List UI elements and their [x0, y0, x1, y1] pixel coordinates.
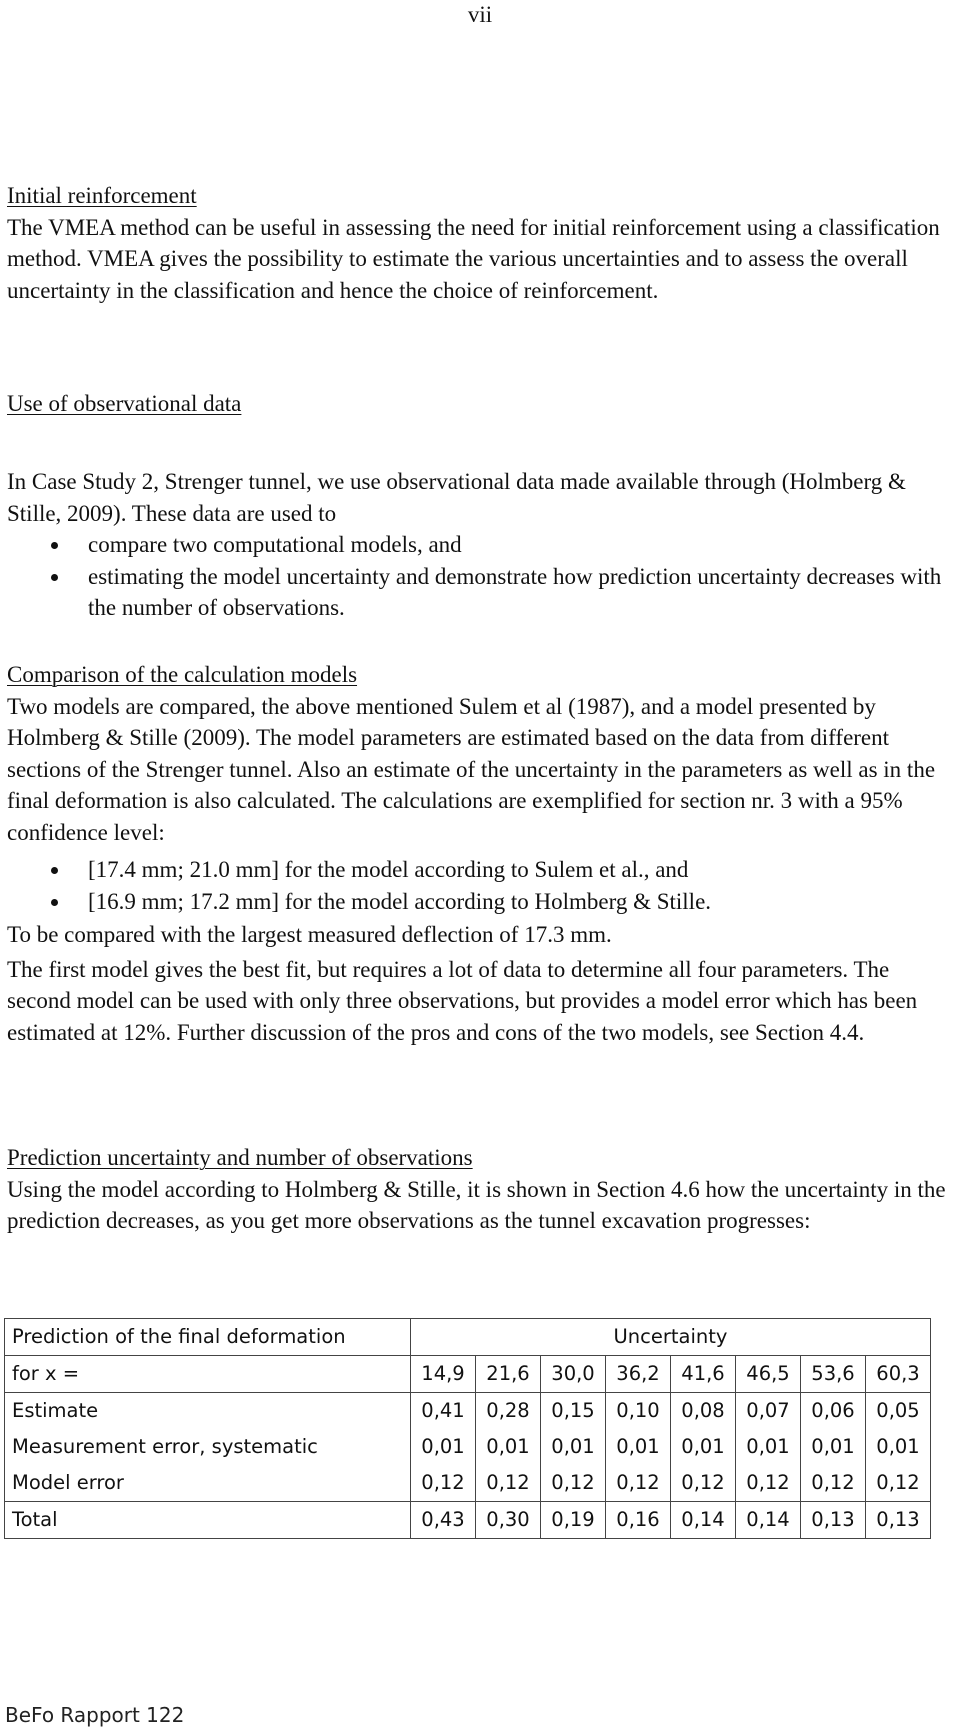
table-cell: 0,15 [541, 1393, 606, 1430]
bullet-icon [51, 574, 58, 581]
table-cell: 0,12 [736, 1465, 801, 1502]
table-cell: 0,01 [411, 1429, 476, 1465]
table-cell: 14,9 [411, 1356, 476, 1393]
table-cell: 0,28 [476, 1393, 541, 1430]
bullet-icon [51, 867, 58, 874]
paragraph: To be compared with the largest measured deflection of 17.3 mm. [7, 922, 612, 947]
table-cell: Model error [5, 1465, 411, 1502]
section-observational-body [7, 466, 955, 624]
table-cell: 0,06 [801, 1393, 866, 1430]
paragraph: Two models are compared, the above mentioned Sulem et al (1987), and a model presented by Holmberg & Stille (2009). The model parameters are estimated based on the data from different sections of the Strenger tunnel. Also an estimate of the uncertainty in the parameters as well as in the final deformation is also calculated. The calculations are exemplified for section nr. 3 with a 95% confidence level: [7, 693, 936, 845]
list-item [7, 529, 955, 561]
table-cell: 0,10 [606, 1393, 671, 1430]
table-cell: 21,6 [476, 1356, 541, 1393]
table-cell: 41,6 [671, 1356, 736, 1393]
table-cell: 0,07 [736, 1393, 801, 1430]
table-cell: Total [5, 1502, 411, 1539]
table-cell: Measurement error, systematic [5, 1429, 411, 1465]
table-cell: 60,3 [866, 1356, 931, 1393]
list-item [7, 854, 955, 886]
table-cell: 0,01 [736, 1429, 801, 1465]
paragraph: In Case Study 2, Strenger tunnel, we use observational data made available through (Holmberg & Stille, 2009). These data are used to [7, 469, 906, 526]
table-cell: 0,01 [671, 1429, 736, 1465]
table-cell: 0,19 [541, 1502, 606, 1539]
section-heading: Initial reinforcement [7, 183, 197, 208]
section-comparison [7, 659, 955, 1048]
table-cell: 0,08 [671, 1393, 736, 1430]
table-cell: 0,01 [606, 1429, 671, 1465]
table-row-total [5, 1502, 931, 1539]
table-cell: Uncertainty [411, 1319, 931, 1356]
bullet-icon [51, 899, 58, 906]
list-item-text: compare two computational models, and [88, 532, 462, 557]
table-cell: 0,01 [801, 1429, 866, 1465]
table-cell: 0,12 [801, 1465, 866, 1502]
table-row [5, 1393, 931, 1430]
table-cell: 30,0 [541, 1356, 606, 1393]
table-row [5, 1356, 931, 1393]
list-item [7, 886, 955, 918]
table-cell: 0,01 [541, 1429, 606, 1465]
paragraph: The first model gives the best fit, but requires a lot of data to determine all four parameters. The second model can be used with only three observations, but provides a model error which has been estimated at 12%. Further discussion of the pros and cons of the two models, see Section 4.4. [7, 956, 918, 1045]
table-cell: 0,14 [736, 1502, 801, 1539]
table-cell: 0,01 [476, 1429, 541, 1465]
table-cell: for x = [5, 1356, 411, 1393]
table-cell: 0,13 [801, 1502, 866, 1539]
table-header-row [5, 1319, 931, 1356]
table-cell: Prediction of the final deformation [5, 1319, 411, 1356]
table-cell: 0,01 [866, 1429, 931, 1465]
bullet-list [7, 529, 955, 624]
section-heading: Prediction uncertainty and number of observations [7, 1145, 473, 1170]
list-item-text: [16.9 mm; 17.2 mm] for the model according to Holmberg & Stille. [88, 888, 712, 914]
page-number: vii [467, 2, 493, 27]
list-item-text: estimating the model uncertainty and demonstrate how prediction uncertainty decreases with the number of observations. [88, 563, 942, 620]
table-cell: 0,12 [411, 1465, 476, 1502]
table-cell: 0,13 [866, 1502, 931, 1539]
list-item [7, 561, 955, 624]
table-cell: 36,2 [606, 1356, 671, 1393]
section-initial-reinforcement [7, 180, 955, 306]
table-cell: 0,12 [541, 1465, 606, 1502]
bullet-list [7, 854, 955, 917]
table-cell: 0,12 [476, 1465, 541, 1502]
table-cell: 0,41 [411, 1393, 476, 1430]
section-heading: Comparison of the calculation models [7, 662, 358, 687]
table-cell: Estimate [5, 1393, 411, 1430]
table-cell: 0,14 [671, 1502, 736, 1539]
table-row [5, 1429, 931, 1465]
table-cell: 0,43 [411, 1502, 476, 1539]
section-observational-data [7, 388, 955, 420]
table-cell: 0,05 [866, 1393, 931, 1430]
list-item-text: [17.4 mm; 21.0 mm] for the model according to Sulem et al., and [88, 857, 689, 882]
table-cell: 0,16 [606, 1502, 671, 1539]
table-cell: 0,12 [866, 1465, 931, 1502]
bullet-icon [51, 542, 58, 549]
table-cell: 53,6 [801, 1356, 866, 1393]
table-cell: 0,30 [476, 1502, 541, 1539]
table-cell: 0,12 [671, 1465, 736, 1502]
table-cell: 0,12 [606, 1465, 671, 1502]
section-heading: Use of observational data [7, 391, 242, 416]
report-footer: BeFo Rapport 122 [5, 1703, 185, 1727]
table-row [5, 1465, 931, 1502]
paragraph: The VMEA method can be useful in assessing the need for initial reinforcement using a classification method. VMEA gives the possibility to estimate the various uncertainties and to assess the overall uncertainty in the classification and hence the choice of reinforcement. [7, 214, 940, 303]
table-cell: 46,5 [736, 1356, 801, 1393]
uncertainty-table [4, 1318, 931, 1539]
section-prediction-uncertainty [7, 1142, 955, 1237]
paragraph: Using the model according to Holmberg & Stille, it is shown in Section 4.6 how the uncertainty in the prediction decreases, as you get more observations as the tunnel excavation progresses: [7, 1176, 946, 1233]
